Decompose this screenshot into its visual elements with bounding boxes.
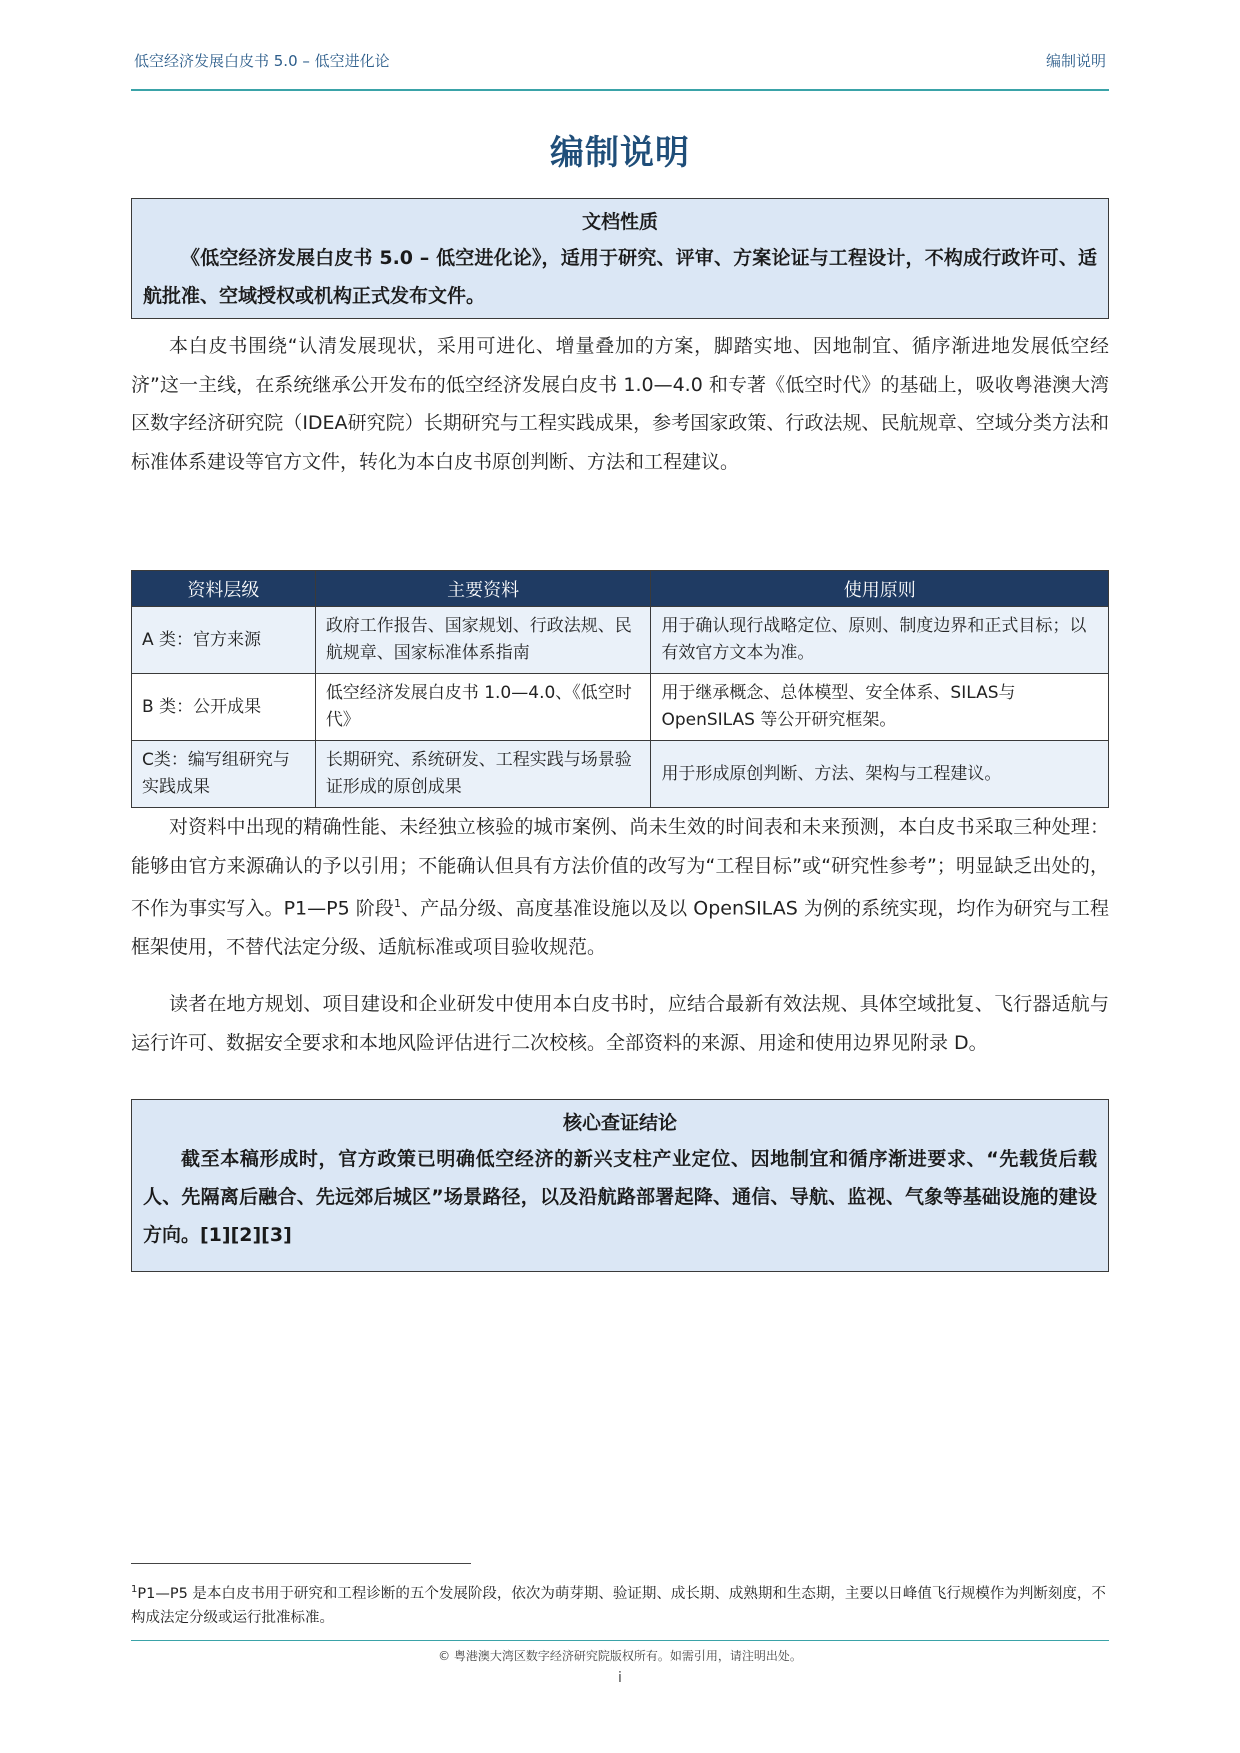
header-document-title: 低空经济发展白皮书 5.0 – 低空进化论 [134, 52, 390, 70]
page-title: 编制说明 [550, 133, 690, 173]
table-row [132, 674, 1109, 741]
table-row [132, 741, 1109, 808]
table-cell-sources: 长期研究、系统研发、工程实践与场景验证形成的原创成果 [315, 741, 651, 808]
document-nature-text: 《低空经济发展白皮书 5.0 – 低空进化论》，适用于研究、评审、方案论证与工程设计，不构成行政许可、适航批准、空域授权或机构正式发布文件。 [143, 247, 1097, 307]
core-conclusion-box [131, 1099, 1109, 1272]
document-nature-title: 文档性质 [581, 211, 658, 233]
table-cell-tier: C类：编写组研究与实践成果 [132, 741, 316, 808]
handling-text-part1: 对资料中出现的精确性能、未经独立核验的城市案例、尚未生效的时间表和未来预测，本白皮书采取三种处理：能够由官方来源确认的予以引用；不能确认但具有方法价值的改写为“工程目标”或“研究性参考”；明显缺乏出处的，不作为事实写入。P1—P5 阶段 [131, 816, 1109, 920]
footer-copyright: © 粤港澳大湾区数字经济研究院版权所有。如需引用，请注明出处。 [438, 1649, 802, 1663]
table-cell-principle: 用于继承概念、总体模型、安全体系、SILAS与OpenSILAS 等公开研究框架。 [651, 674, 1109, 741]
header-section-name: 编制说明 [1045, 52, 1106, 70]
running-header [131, 50, 1109, 72]
handling-text-part2: 、产品分级、高度基准设施以及以 OpenSILAS 为例的系统实现，均作为研究与工程框架使用，不替代法定分级、适航标准或项目验收规范。 [131, 897, 1109, 958]
handling-paragraph [131, 808, 1109, 966]
intro-paragraph: 本白皮书围绕“认清发展现状，采用可进化、增量叠加的方案，脚踏实地、因地制宜、循序渐进地发展低空经济”这一主线，在系统继承公开发布的低空经济发展白皮书 1.0—4.0 和专著《低空时代》的基础上，吸收粤港澳大湾区数字经济研究院（IDEA研究院）长期研究与工程实践成果，参考国家政策、行政法规、民航规章、空域分类方法和标准体系建设等官方文件，转化为本白皮书原创判断、方法和工程建议。 [131, 335, 1109, 473]
footnote-mark: 1 [131, 1584, 138, 1595]
table-cell-sources: 低空经济发展白皮书 1.0—4.0、《低空时代》 [315, 674, 651, 741]
document-nature-box [131, 198, 1109, 319]
source-tier-table [131, 570, 1109, 808]
table-cell-sources: 政府工作报告、国家规划、行政法规、民航规章、国家标准体系指南 [315, 607, 651, 674]
table-header-row [132, 571, 1109, 607]
footer-divider [131, 1640, 1109, 1641]
table-cell-tier: A 类：官方来源 [132, 607, 316, 674]
footnote-divider [131, 1563, 471, 1564]
core-conclusion-text: 截至本稿形成时，官方政策已明确低空经济的新兴支柱产业定位、因地制宜和循序渐进要求、“先载货后载人、先隔离后融合、先远郊后城区”场景路径，以及沿航路部署起降、通信、导航、监视、气象等基础设施的建设方向。[1][2][3] [143, 1148, 1097, 1246]
reader-guidance-paragraph: 读者在地方规划、项目建设和企业研发中使用本白皮书时，应结合最新有效法规、具体空域批复、飞行器适航与运行许可、数据安全要求和本地风险评估进行二次校核。全部资料的来源、用途和使用边界见附录 D。 [131, 993, 1109, 1054]
core-conclusion-title: 核心查证结论 [562, 1112, 677, 1134]
footnote-text: P1—P5 是本白皮书用于研究和工程诊断的五个发展阶段，依次为萌芽期、验证期、成长期、成熟期和生态期，主要以日峰值飞行规模作为判断刻度，不构成法定分级或运行批准标准。 [131, 1585, 1106, 1626]
table-cell-tier: B 类：公开成果 [132, 674, 316, 741]
table-header-principle: 使用原则 [651, 571, 1109, 607]
table-header-tier: 资料层级 [132, 571, 316, 607]
footnote-reference[interactable]: 1 [393, 897, 401, 910]
table-header-sources: 主要资料 [315, 571, 651, 607]
table-cell-principle: 用于确认现行战略定位、原则、制度边界和正式目标；以有效官方文本为准。 [651, 607, 1109, 674]
page-number: i [618, 1670, 622, 1686]
document-page [131, 0, 1109, 1753]
header-divider [131, 89, 1109, 91]
table-cell-principle: 用于形成原创判断、方法、架构与工程建议。 [651, 741, 1109, 808]
table-row [132, 607, 1109, 674]
footnote [131, 1578, 1109, 1630]
